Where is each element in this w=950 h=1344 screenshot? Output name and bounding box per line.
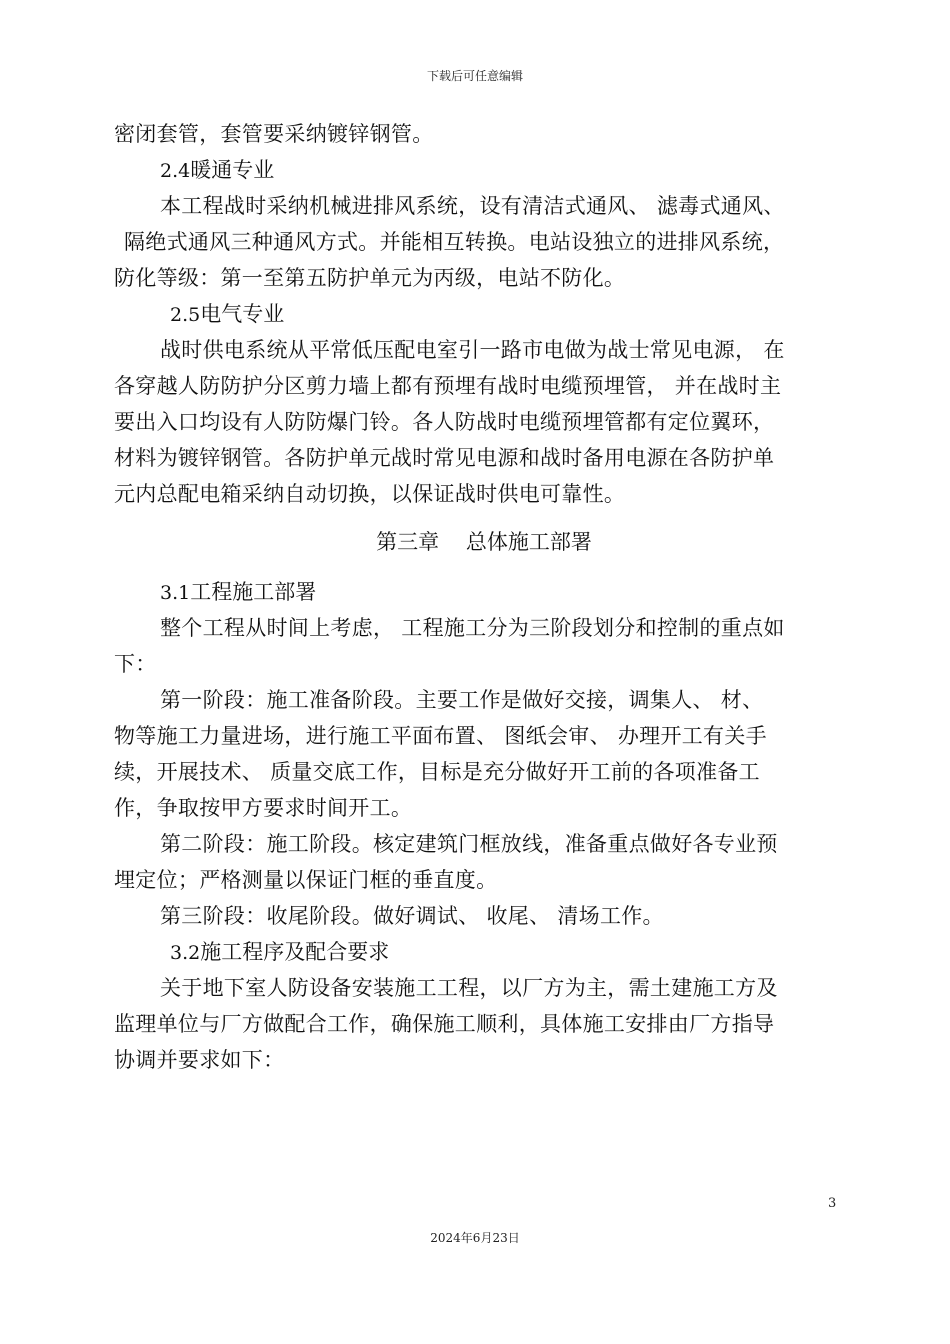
body-line: 战时供电系统从平常低压配电室引一路市电做为战士常见电源， 在 (160, 338, 785, 362)
section-heading-3-1 (114, 574, 838, 610)
section-heading-2-5 (114, 296, 838, 332)
body-line: 下： (114, 652, 157, 676)
body-line: 第一阶段：施工准备阶段。主要工作是做好交接，调集人、 材、 (160, 688, 764, 712)
body-line: 要出入口均设有人防防爆门铃。各人防战时电缆预埋管都有定位翼环， (114, 410, 775, 434)
section-number: 3.1 (160, 582, 191, 604)
body-line: 防化等级：第一至第五防护单元为丙级，电站不防化。 (114, 266, 626, 290)
section-heading-3-2 (114, 934, 838, 970)
body-line: 隔绝式通风三种通风方式。并能相互转换。电站设独立的进排风系统， (124, 230, 785, 254)
page-number: 3 (828, 1196, 837, 1211)
body-line: 作，争取按甲方要求时间开工。 (114, 796, 413, 820)
body-line: 续，开展技术、 质量交底工作，目标是充分做好开工前的各项准备工 (114, 760, 760, 784)
body-line: 各穿越人防防护分区剪力墙上都有预埋有战时电缆预埋管， 并在战时主 (114, 374, 782, 398)
section-title: 工程施工部署 (190, 580, 317, 604)
section-title: 施工程序及配合要求 (200, 940, 390, 964)
section-number: 2.5 (170, 304, 201, 326)
section-title: 电气专业 (200, 302, 285, 326)
body-line: 第二阶段：施工阶段。核定建筑门框放线，准备重点做好各专业预 (160, 832, 778, 856)
page-header: 下载后可任意编辑 (426, 69, 523, 83)
chapter-title: 第三章 总体施工部署 (376, 530, 592, 554)
body-line: 材料为镀锌钢管。各防护单元战时常见电源和战时备用电源在各防护单 (114, 446, 775, 470)
body-line: 第三阶段：收尾阶段。做好调试、 收尾、 清场工作。 (160, 904, 664, 928)
body-line: 本工程战时采纳机械进排风系统，设有清洁式通风、 滤毒式通风、 (160, 194, 785, 218)
body-line: 物等施工力量进场，进行施工平面布置、 图纸会审、 办理开工有关手 (114, 724, 767, 748)
body-line: 埋定位；严格测量以保证门框的垂直度。 (114, 868, 498, 892)
body-line: 协调并要求如下： (114, 1048, 285, 1072)
body-line: 整个工程从时间上考虑， 工程施工分为三阶段划分和控制的重点如 (160, 616, 785, 640)
section-number: 3.2 (170, 942, 201, 964)
body-line: 密闭套管，套管要采纳镀锌钢管。 (114, 122, 434, 146)
body-line: 元内总配电箱采纳自动切换，以保证战时供电可靠性。 (114, 482, 626, 506)
document-body (114, 116, 838, 1078)
body-line: 监理单位与厂方做配合工作，确保施工顺利，具体施工安排由厂方指导 (114, 1012, 775, 1036)
section-title: 暖通专业 (190, 158, 275, 182)
body-line: 关于地下室人防设备安装施工工程，以厂方为主，需土建施工方及 (160, 976, 778, 1000)
section-heading-2-4 (114, 152, 838, 188)
section-number: 2.4 (160, 160, 191, 182)
page-footer-date: 2024年6月23日 (430, 1231, 520, 1245)
